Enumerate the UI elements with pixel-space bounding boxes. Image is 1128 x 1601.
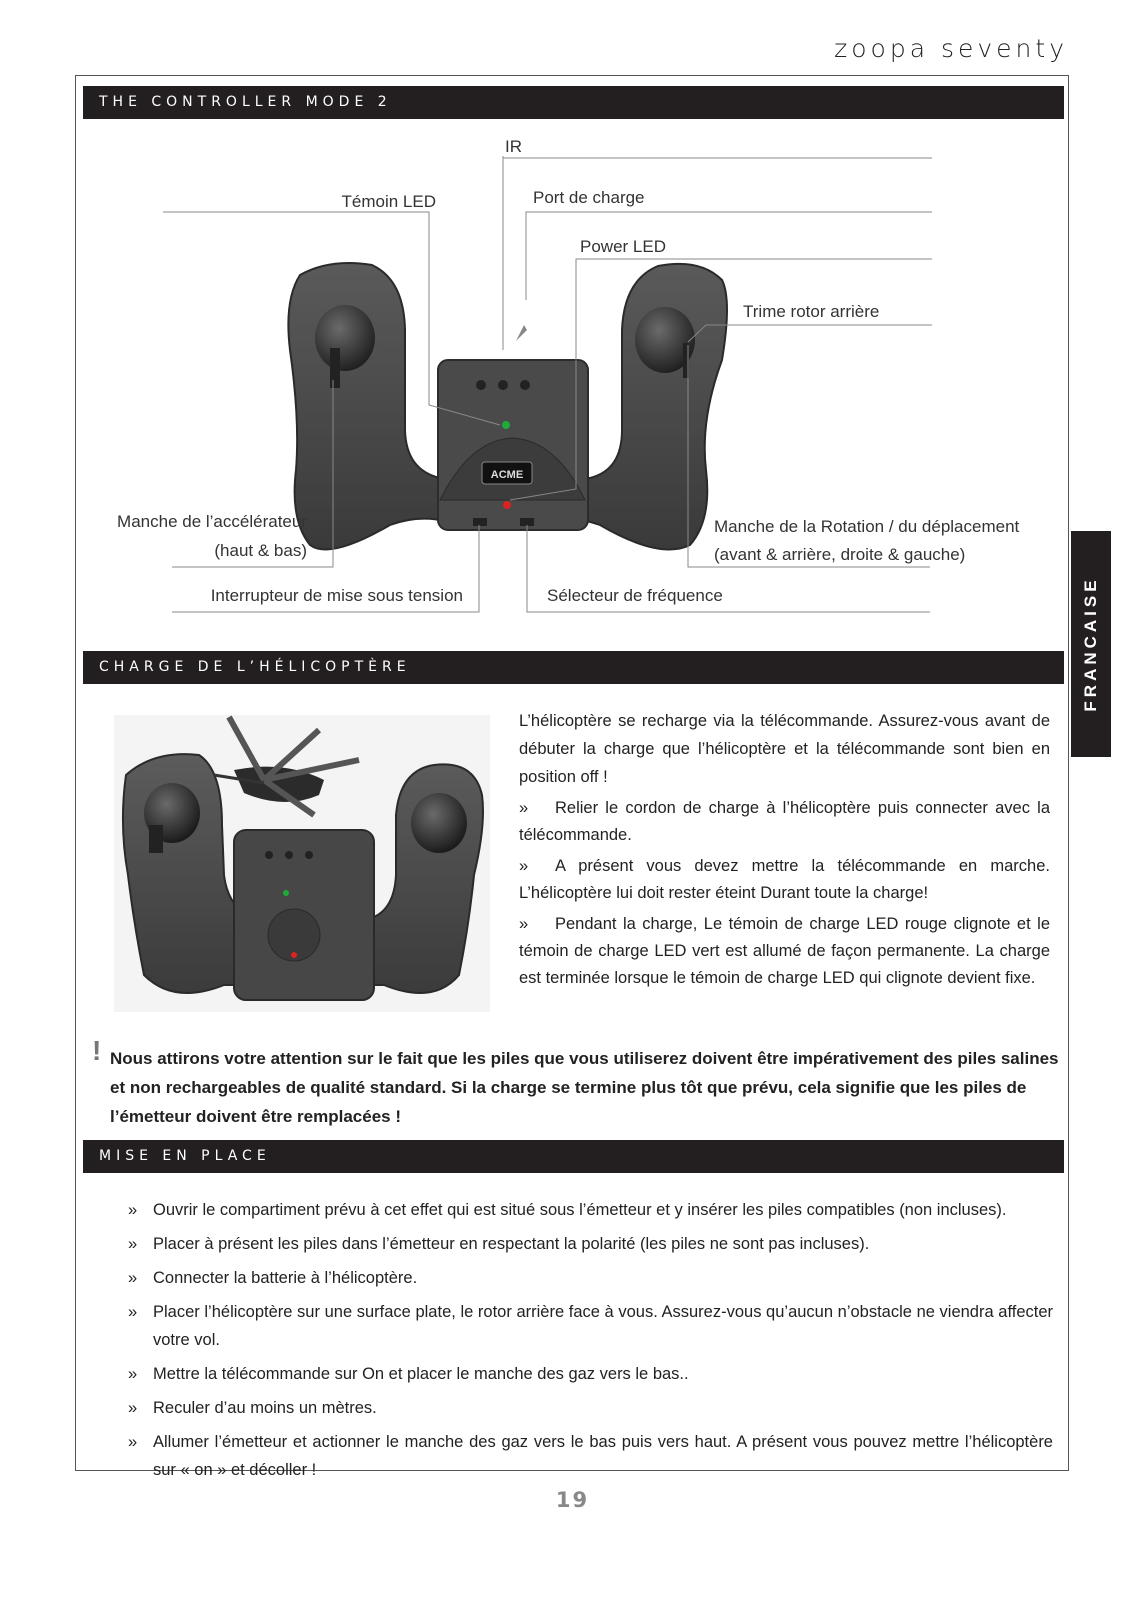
label-power-led: Power LED xyxy=(580,237,666,256)
label-ir: IR xyxy=(505,137,522,156)
charge-bullet-text: Pendant la charge, Le témoin de charge LED rouge clignote et le témoin de charge LED vert est allumé de façon permanente. La charge est terminée lorsque le témoin de charge LED qui clignote devient fixe. xyxy=(519,915,1050,987)
setup-step-text: Allumer l’émetteur et actionner le manche des gaz vers le bas puis vers haut. A présent vous pouvez mettre l’hélicoptère sur « on » et décoller ! xyxy=(153,1433,1053,1479)
label-rotation-line1: Manche de la Rotation / du déplacement xyxy=(714,517,1020,536)
charge-bullet xyxy=(519,911,1050,992)
setup-step-text: Ouvrir le compartiment prévu à cet effet qui est situé sous l’émetteur et y insérer les piles compatibles (non incluses). xyxy=(153,1201,1007,1219)
bullet-marker: » xyxy=(128,1433,138,1451)
brand-logo: zoopa seventy xyxy=(834,34,1068,63)
setup-step xyxy=(128,1196,1053,1224)
charge-text xyxy=(519,707,1050,992)
section-header-setup: MISE EN PLACE xyxy=(83,1140,1064,1173)
bullet-marker: » xyxy=(128,1303,138,1321)
label-throttle-line1: Manche de l’accélérateur xyxy=(117,512,307,531)
bullet-marker: » xyxy=(128,1399,138,1417)
section-header-controller: THE CONTROLLER MODE 2 xyxy=(83,86,1064,119)
section-header-charge: CHARGE DE L’HÉLICOPTÈRE xyxy=(83,651,1064,684)
setup-step-text: Placer à présent les piles dans l’émetteur en respectant la polarité (les piles ne sont pas incluses). xyxy=(153,1235,870,1253)
setup-step xyxy=(128,1428,1053,1484)
setup-step-text: Reculer d’au moins un mètres. xyxy=(153,1399,377,1417)
setup-step xyxy=(128,1264,1053,1292)
charge-bullet xyxy=(519,795,1050,849)
language-tab-label: FRANCAISE xyxy=(1081,576,1100,712)
acme-logo: ACME xyxy=(490,469,524,481)
bullet-marker: » xyxy=(128,1201,138,1219)
setup-steps xyxy=(128,1196,1053,1490)
bullet-marker: » xyxy=(128,1269,138,1287)
warning-text: Nous attirons votre attention sur le fait que les piles que vous utiliserez doivent être impérativement des piles salines et non rechargeables de qualité standard. Si la charge se termine plus tôt que prévu, cela signifie que les piles de l’émetteur doivent être remplacées ! xyxy=(110,1049,1059,1126)
bullet-marker: » xyxy=(519,857,529,875)
label-led-indicator: Témoin LED xyxy=(341,192,436,211)
label-rotation-line2: (avant & arrière, droite & gauche) xyxy=(714,545,966,564)
bullet-marker: » xyxy=(519,799,529,817)
page-number: 19 xyxy=(555,1488,590,1512)
charge-intro: L’hélicoptère se recharge via la télécommande. Assurez-vous avant de débuter la charge que l’hélicoptère et la télécommande sont bien en position off ! xyxy=(519,712,1050,786)
bullet-marker: » xyxy=(128,1365,138,1383)
warning-icon: ! xyxy=(92,1035,102,1066)
setup-step xyxy=(128,1298,1053,1354)
setup-step-text: Mettre la télécommande sur On et placer le manche des gaz vers le bas.. xyxy=(153,1365,689,1383)
charging-photo xyxy=(114,715,490,1012)
label-charge-port: Port de charge xyxy=(533,188,645,207)
setup-step xyxy=(128,1394,1053,1422)
label-rear-rotor-trim: Trime rotor arrière xyxy=(743,302,880,321)
setup-step-text: Connecter la batterie à l’hélicoptère. xyxy=(153,1269,418,1287)
charging-illustration xyxy=(114,715,490,1012)
label-throttle-line2: (haut & bas) xyxy=(214,541,307,560)
charge-bullet-text: A présent vous devez mettre la télécommande en marche. L’hélicoptère lui doit rester éteint Durant toute la charge! xyxy=(519,857,1050,902)
bullet-marker: » xyxy=(128,1235,138,1253)
battery-warning xyxy=(92,1035,1072,1131)
label-frequency-selector: Sélecteur de fréquence xyxy=(547,586,723,605)
bullet-marker: » xyxy=(519,915,529,933)
setup-step-text: Placer l’hélicoptère sur une surface plate, le rotor arrière face à vous. Assurez-vous qu’aucun n’obstacle ne viendra affecter votre vol. xyxy=(153,1303,1053,1349)
charge-bullet-text: Relier le cordon de charge à l’hélicoptère puis connecter avec la télécommande. xyxy=(519,799,1050,844)
setup-step xyxy=(128,1360,1053,1388)
setup-step xyxy=(128,1230,1053,1258)
controller-image xyxy=(288,263,727,550)
charge-bullet xyxy=(519,853,1050,907)
label-power-switch: Interrupteur de mise sous tension xyxy=(210,586,463,605)
